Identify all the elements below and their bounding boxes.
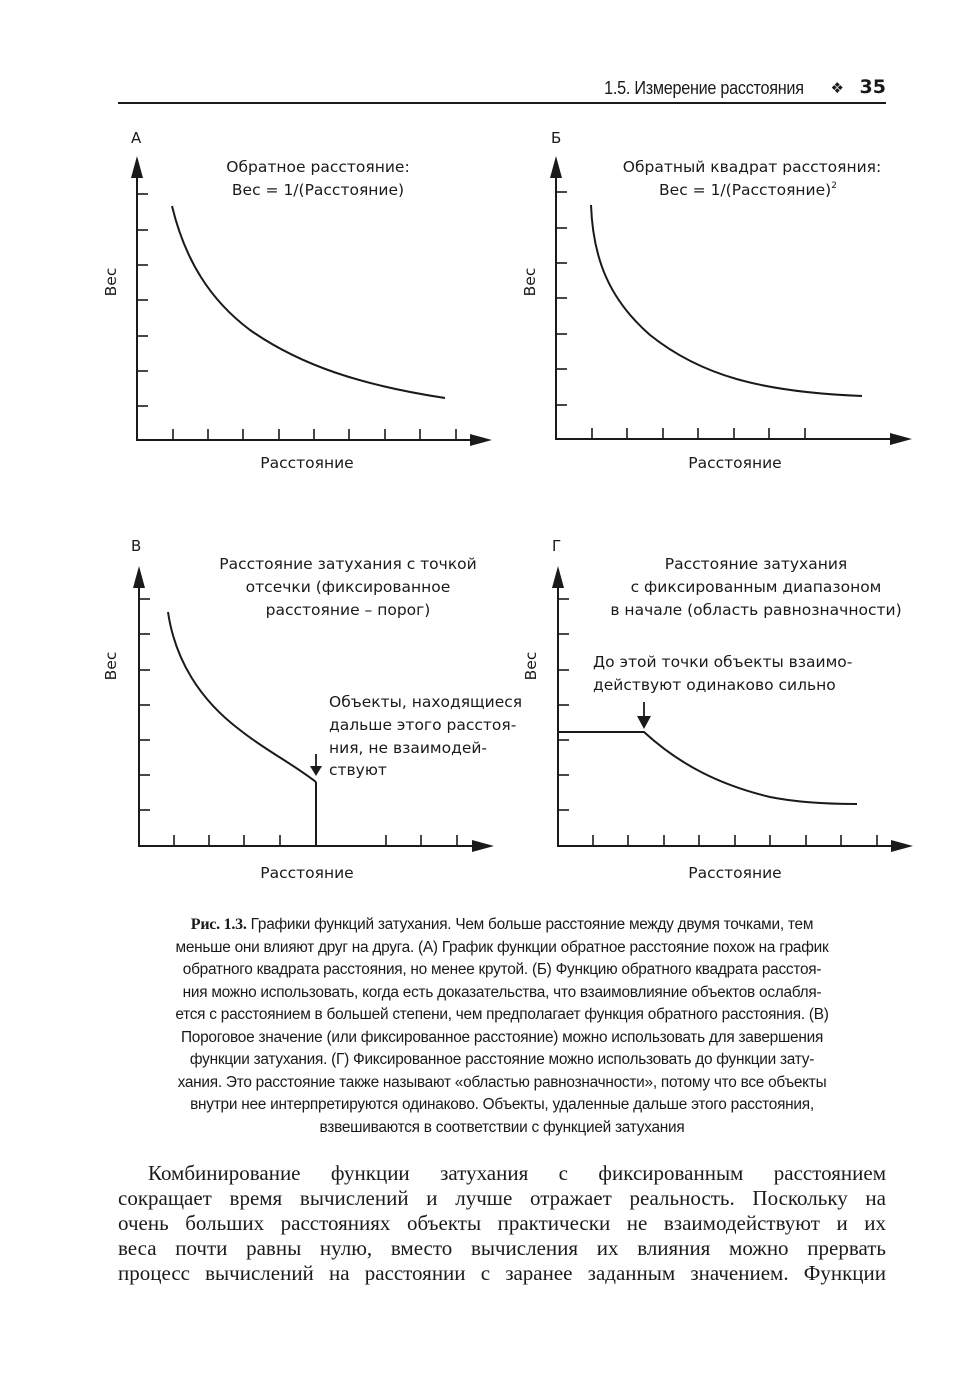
chart-c-title-line-1: Расстояние затухания с точкой xyxy=(219,555,477,573)
chart-c-annotation-line-1: Объекты, находящиеся xyxy=(329,693,523,711)
chart-a-x-ticks xyxy=(173,429,456,440)
chart-b-y-ticks xyxy=(556,192,567,405)
chart-b-y-arrow-icon xyxy=(550,156,562,178)
chart-b-curve xyxy=(591,205,862,396)
chart-d-x-arrow-icon xyxy=(891,840,913,852)
chart-c xyxy=(102,537,522,882)
chart-c-curve xyxy=(168,612,316,782)
chart-d-annotation-line-2: действуют одинаково сильно xyxy=(593,676,836,694)
caption-line: функции затухания. (Г) Фиксированное расстояние можно использовать до функции зату- xyxy=(189,1051,815,1068)
chart-c-ylabel: Вес xyxy=(102,651,120,681)
ornament-icon: ❖ xyxy=(830,79,844,97)
chart-a-ylabel: Вес xyxy=(102,267,120,297)
chart-b-x-ticks xyxy=(592,428,805,439)
chart-a-title-line-2: Вес = 1/(Расстояние) xyxy=(231,181,405,199)
panel-label-d: Г xyxy=(552,537,562,555)
chart-c-title-line-2: отсечки (фиксированное xyxy=(245,578,451,596)
caption-line: меньше они влияют друг на друга. (А) График функции обратное расстояние похож на график xyxy=(175,938,829,956)
chart-b-ylabel: Вес xyxy=(521,267,539,297)
chart-c-annotation-line-4: ствуют xyxy=(329,761,387,779)
chart-d-title-line-2: с фиксированным диапазоном xyxy=(630,578,882,596)
caption-line: ется с расстоянием в большей степени, чем предполагает функция обратного расстояния. (В) xyxy=(175,1006,829,1023)
caption-line: Рис. 1.3. Графики функций затухания. Чем больше расстояние между двумя точками, тем xyxy=(190,916,814,933)
chart-c-x-arrow-icon xyxy=(472,840,494,852)
figure-caption xyxy=(118,914,886,1139)
caption-line: внутри нее интерпретируются одинаково. Объекты, удаленные дальше этого расстояния, xyxy=(190,1096,814,1113)
caption-label: Рис. 1.3. xyxy=(190,916,247,933)
chart-d-x-ticks xyxy=(593,835,877,846)
paragraph-line: Комбинирование функции затухания с фиксированным расстоянием xyxy=(148,1161,886,1185)
chart-b-title-superscript: 2 xyxy=(831,181,837,191)
chart-b-title-line-2: Вес = 1/(Расстояние)$^2$ xyxy=(659,181,837,199)
body-paragraph xyxy=(118,1161,886,1286)
paragraph-line: очень больших расстояниях объекты практически не взаимодействуют и их xyxy=(118,1211,886,1235)
paragraph-line: сокращает время вычислений и лучше отражает реальность. Поскольку на xyxy=(118,1186,886,1210)
chart-b-title-line-1: Обратный квадрат расстояния: xyxy=(622,158,882,176)
chart-a-y-ticks xyxy=(137,194,148,406)
chart-d xyxy=(522,537,913,882)
section-title: 1.5. Измерение расстояния xyxy=(604,78,804,98)
chart-a-x-arrow-icon xyxy=(470,434,492,446)
chart-b-xlabel: Расстояние xyxy=(688,454,782,472)
caption-line: обратного квадрата расстояния, но менее крутой. (Б) Функцию обратного квадрата расстоя- xyxy=(182,961,822,978)
chart-a-y-arrow-icon xyxy=(131,156,143,178)
caption-line: взвешиваются в соответствии с функцией затухания xyxy=(319,1118,685,1136)
chart-c-annotation-line-2: дальше этого расстоя- xyxy=(329,716,517,734)
chart-d-annotation-line-1: До этой точки объекты взаимо- xyxy=(593,653,853,671)
chart-c-xlabel: Расстояние xyxy=(260,864,354,882)
chart-d-down-arrow-icon xyxy=(637,702,651,729)
chart-d-y-ticks xyxy=(558,599,569,810)
chart-b-x-arrow-icon xyxy=(890,433,912,445)
paragraph-line: веса почти равны нулю, вместо вычисления их влияния можно прервать xyxy=(118,1236,886,1260)
page-number: 35 xyxy=(859,76,886,98)
chart-c-down-arrow-icon xyxy=(310,754,322,776)
chart-a xyxy=(102,129,492,472)
chart-d-xlabel: Расстояние xyxy=(688,864,782,882)
panel-label-b: Б xyxy=(551,129,562,147)
chart-d-title-line-1: Расстояние затухания xyxy=(664,555,848,573)
chart-c-y-arrow-icon xyxy=(133,566,145,588)
chart-c-title-line-3: расстояние – порог) xyxy=(265,601,431,619)
panel-label-c: В xyxy=(131,537,142,555)
chart-c-y-ticks xyxy=(139,599,150,810)
panel-label-a: А xyxy=(131,129,142,147)
caption-line: Пороговое значение (или фиксированное расстояние) можно использовать для завершения xyxy=(180,1028,824,1046)
chart-a-curve xyxy=(172,206,445,398)
chart-c-annotation-line-3: ния, не взаимодей- xyxy=(329,739,488,757)
chart-a-axes xyxy=(136,165,478,440)
paragraph-line: процесс вычислений на расстоянии с заранее заданным значением. Функции xyxy=(118,1261,886,1285)
chart-a-xlabel: Расстояние xyxy=(260,454,354,472)
chart-b-axes xyxy=(555,165,898,439)
chart-a-title-line-1: Обратное расстояние: xyxy=(226,158,410,176)
chart-b xyxy=(521,129,912,472)
chart-d-ylabel: Вес xyxy=(522,651,540,681)
caption-line: хания. Это расстояние также называют «областью равнозначности», потому что все объекты xyxy=(177,1073,827,1091)
chart-d-y-arrow-icon xyxy=(552,566,564,588)
chart-d-title-line-3: в начале (область равнозначности) xyxy=(610,601,902,619)
chart-d-curve xyxy=(559,732,857,804)
caption-line: ния можно использовать, когда есть доказательства, что взаимовлияние объектов ослабля- xyxy=(182,983,822,1001)
